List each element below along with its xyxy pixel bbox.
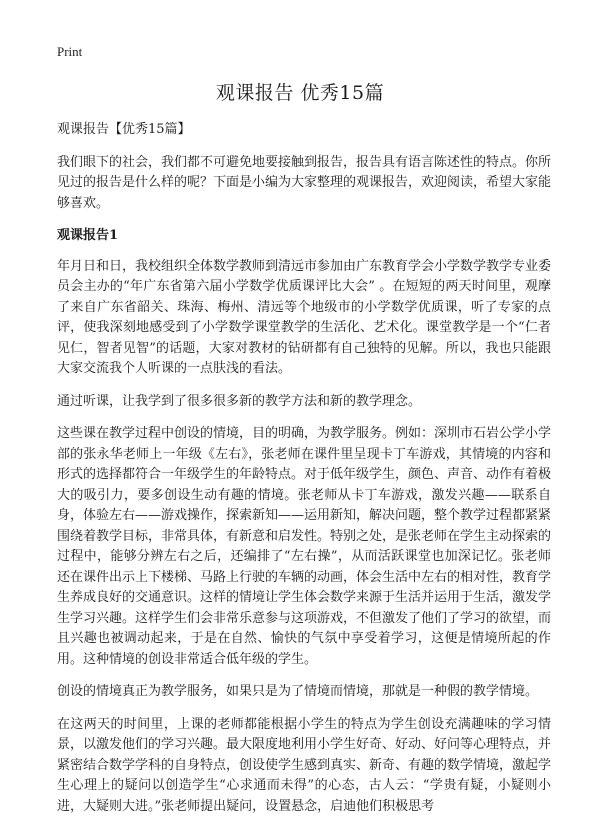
- print-link[interactable]: Print: [57, 44, 83, 59]
- article-body: [57, 120, 551, 829]
- body-paragraph: 在这两天的时间里，上课的老师都能根据小学生的特点为学生创设充满趣味的学习情景，以激发他们的学习兴趣。最大限度地利用小学生好奇、好动、好问等心理特点，并紧密结合数学学科的自身特点，创设使学生感到真实、新奇、有趣的数学情境，激起学生心理上的疑问以创造学生“心求通而未得”的心态，古人云：“学贵有疑，小疑则小进，大疑则大进。”张老师提出疑问，设置悬念，启迪他们积极思考: [57, 716, 552, 814]
- section-heading: 观课报告1: [57, 228, 119, 243]
- body-paragraph: 年月日和日，我校组织全体数学教师到清远市参加由广东教育学会小学数学教学专业委员会主办的“年广东省第六届小学数学优质课评比大会” 。在短短的两天时间里，观摩了来自广东省韶关、珠海、梅州、清远等个地级市的小学数学优质课，听了专家的点评，使我深刻地感受到了小学数学课堂教学的生活化、艺术化。课堂教学是一个“仁者见仁，智者见智”的话题，大家对教材的钻研都有自己独特的见解。所以，我也只能跟大家交流我个人听课的一点肤浅的看法。: [57, 258, 552, 376]
- article-subtitle: 观课报告【优秀15篇】: [57, 122, 191, 137]
- body-paragraph: 创设的情境真正为教学服务，如果只是为了情境而情境，那就是一种假的教学情境。: [57, 684, 539, 699]
- body-paragraph: 通过听课，让我学到了很多很多新的教学方法和新的教学理念。: [57, 393, 422, 409]
- intro-paragraph: 我们眼下的社会，我们都不可避免地要接触到报告，报告具有语言陈述性的特点。你所见过的报告是什么样的呢？下面是小编为大家整理的观课报告，欢迎阅读，希望大家能够喜欢。: [57, 154, 552, 211]
- body-paragraph: 这些课在教学过程中创设的情境，目的明确，为教学服务。例如：深圳市石岩公学小学部的张永华老师上一年级《左右》，张老师在课件里呈现卡丁车游戏，其情境的内容和形式的选择都符合一年级学生的年龄特点。对于低年级学生，颜色、声音、动作有着极大的吸引力，要多创设生动有趣的情境。张老师从卡丁车游戏，激发兴趣——联系自身，体验左右——游戏操作，探索新知——运用新知，解决问题，整个教学过程都紧紧围绕着教学目标，非常具体，有新意和启发性。特别之处，是张老师在学生主动探索的过程中，能够分辨左右之后，还编排了“左右操”，从而活跃课堂也加深记忆。张老师还在课件出示上下楼梯、马路上行驶的车辆的动画，体会生活中左右的相对性，教育学生养成良好的交通意识。这样的情境让学生体会数学来源于生活并运用于生活，激发学生学习兴趣。这样学生们会非常乐意参与这项游戏，不但激发了他们了学习的欲望，而且兴趣也被调动起来，于是在自然、愉快的气氛中享受着学习，这便是情境所起的作用。这种情境的创设非常适合低年级的学生。: [57, 426, 552, 667]
- page-title: 观课报告 优秀15篇: [215, 82, 385, 104]
